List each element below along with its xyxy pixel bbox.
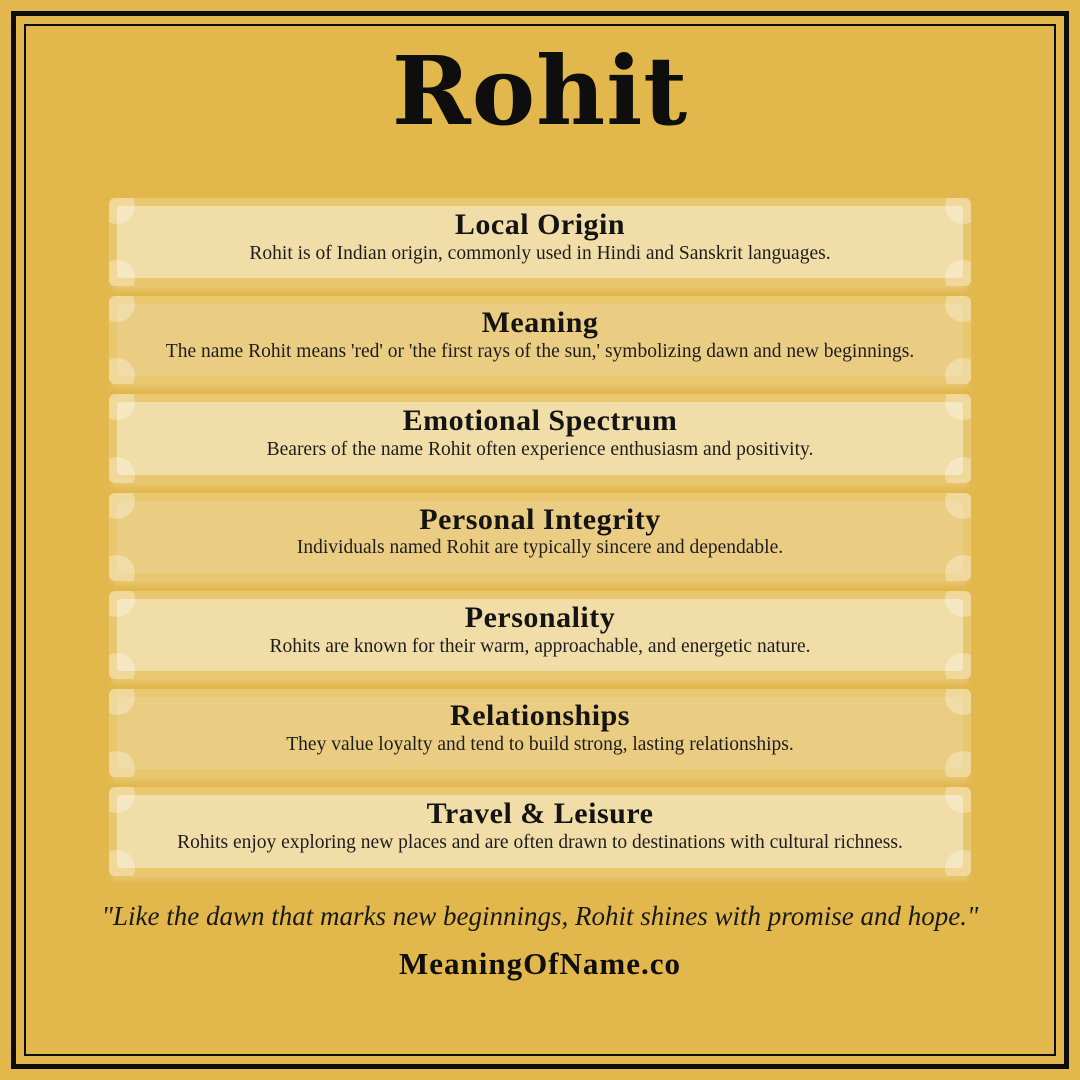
card-description: Bearers of the name Rohit often experience enthusiasm and positivity.	[266, 439, 814, 461]
page-title: Rohit	[391, 36, 689, 147]
section-card-relationships	[109, 689, 971, 777]
card-description: Rohit is of Indian origin, commonly used in Hindi and Sanskrit languages.	[249, 242, 831, 264]
section-card-meaning	[109, 296, 971, 384]
card-description: Rohits are known for their warm, approachable, and energetic nature.	[269, 635, 811, 657]
card-panel	[117, 795, 963, 867]
card-title: Personal Integrity	[419, 502, 661, 536]
section-card-local-origin	[109, 198, 971, 286]
card-title: Meaning	[481, 306, 599, 340]
card-description: They value loyalty and tend to build strong, lasting relationships.	[286, 734, 794, 756]
card-title: Local Origin	[454, 207, 626, 241]
section-card-personal-integrity	[109, 493, 971, 581]
card-panel	[117, 501, 963, 573]
page-content	[26, 26, 1054, 1054]
section-card-personality	[109, 591, 971, 679]
card-title: Emotional Spectrum	[402, 404, 678, 438]
card-panel	[117, 697, 963, 769]
card-panel	[117, 304, 963, 376]
card-title: Personality	[464, 600, 616, 634]
card-title: Relationships	[450, 699, 630, 733]
card-description: The name Rohit means 'red' or 'the first rays of the sun,' symbolizing dawn and new beginnings.	[165, 340, 915, 362]
footer-quote: "Like the dawn that marks new beginnings, Rohit shines with promise and hope."	[101, 900, 979, 931]
section-card-emotional-spectrum	[109, 394, 971, 482]
card-panel	[117, 402, 963, 474]
card-title: Travel & Leisure	[426, 797, 654, 831]
brand-name: MeaningOfName.co	[398, 946, 682, 982]
section-card-travel-leisure	[109, 787, 971, 875]
card-panel	[117, 599, 963, 671]
card-description: Rohits enjoy exploring new places and are often drawn to destinations with cultural richness.	[177, 832, 903, 854]
card-description: Individuals named Rohit are typically sincere and dependable.	[296, 537, 784, 559]
section-card-list	[109, 198, 971, 876]
card-panel	[117, 206, 963, 278]
